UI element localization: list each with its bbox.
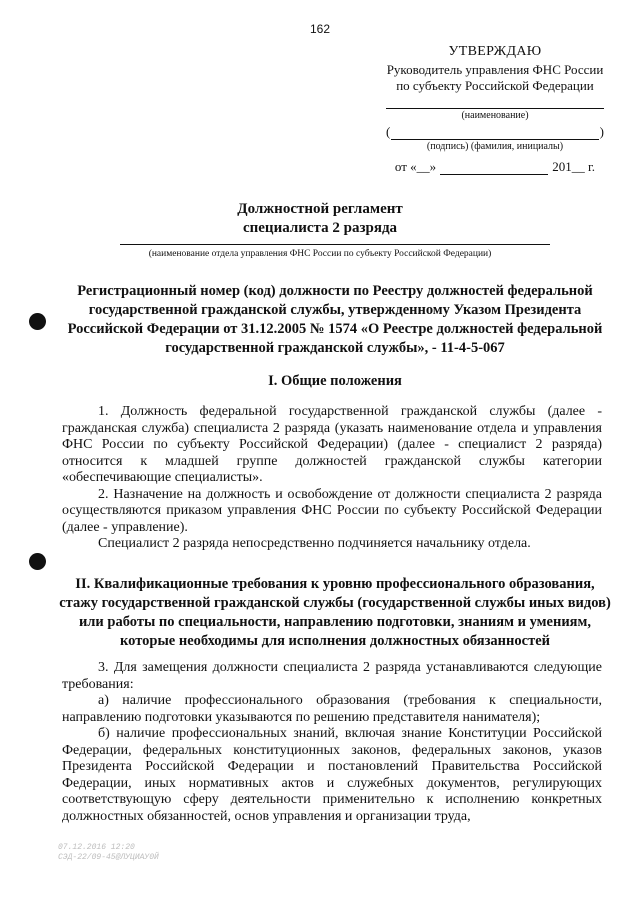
approval-line-2: по субъекту Российской Федерации	[396, 78, 594, 93]
approval-line-1: Руководитель управления ФНС России	[386, 62, 604, 77]
paragraph: Специалист 2 разряда непосредственно подчиняется начальнику отдела.	[98, 536, 531, 551]
section-1-heading: I. Общие положения	[268, 373, 402, 389]
title-line-2: специалиста 2 разряда	[242, 220, 398, 236]
name-caption: (наименование)	[461, 110, 529, 121]
title-line-1: Должностной регламент	[237, 201, 403, 217]
paragraph: а) наличие профессионального образования (требования к специальности, направлению подготовки указываются по решению представителя нанимателя);	[62, 693, 602, 725]
signature-row	[386, 124, 604, 140]
signature-caption: (подпись) (фамилия, инициалы)	[426, 141, 564, 152]
approval-block	[380, 44, 610, 175]
binder-hole-top	[29, 313, 46, 330]
document-stamp-watermark	[58, 843, 159, 863]
binder-hole-middle	[29, 553, 46, 570]
registration-heading: Регистрационный номер (код) должности по Реестру должностей федеральной государственной гражданской службы, утвержденному Указом Президента Российской Федерации от 31.12.2005 № 1574 «О Реестре должностей федеральной государственной гражданской службы», - 11-4-5-067	[67, 283, 603, 356]
section-1-body	[62, 404, 602, 553]
paragraph: 2. Назначение на должность и освобождение от должности специалиста 2 разряда осуществляются приказом управления ФНС России по субъекту Российской Федерации (далее - управление).	[62, 486, 602, 535]
department-caption: (наименование отдела управления ФНС России по субъекту Российской Федерации)	[148, 249, 492, 259]
section-2-heading: II. Квалификационные требования к уровню профессионального образования, стажу государственной гражданской службы (государственной службы иных видов) или работы по специальности, направлению подготовки, знаниям и умениям, которые необходимы для исполнения должностных обязанностей	[59, 576, 611, 649]
page-number: 162	[309, 22, 331, 36]
section-2-body	[62, 660, 602, 825]
paragraph: 3. Для замещения должности специалиста 2 разряда устанавливаются следующие требования:	[62, 660, 602, 692]
approval-heading: УТВЕРЖДАЮ	[448, 44, 542, 59]
paren-close: )	[599, 124, 604, 139]
paragraph: 1. Должность федеральной государственной гражданской службы (далее - гражданская служба) специалиста 2 разряда (указать наименование отдела и управления ФНС России по субъекту Российской Федерации) (далее - специалист 2 разряда) относится к младшей группе должностей гражданской службы категории «обеспечивающие специалисты».	[62, 404, 602, 485]
date-row	[380, 159, 610, 175]
date-year: 201__ г.	[552, 159, 596, 174]
watermark-line-2: СЭД-22/09-45@ЛУЦИАУ0Й	[58, 853, 159, 862]
paren-open: (	[386, 124, 391, 139]
signature-blank-line	[391, 127, 598, 140]
paragraph: б) наличие профессиональных знаний, включая знание Конституции Российской Федерации, федеральных конституционных законов, федеральных законов, указов Президента Российской Федерации и постановлений Правительства Российской Федерации, иных нормативных актов и служебных документов, регулирующих соответствующую сферу деятельности применительно к исполнению конкретных должностных обязанностей, основ управления и организации труда,	[62, 726, 602, 824]
watermark-line-1: 07.12.2016 12:20	[58, 843, 135, 852]
document-title	[0, 200, 640, 238]
date-prefix: от «__»	[394, 159, 437, 174]
department-blank-line	[120, 244, 550, 245]
name-blank-line	[386, 98, 604, 109]
date-blank-line	[440, 162, 548, 175]
